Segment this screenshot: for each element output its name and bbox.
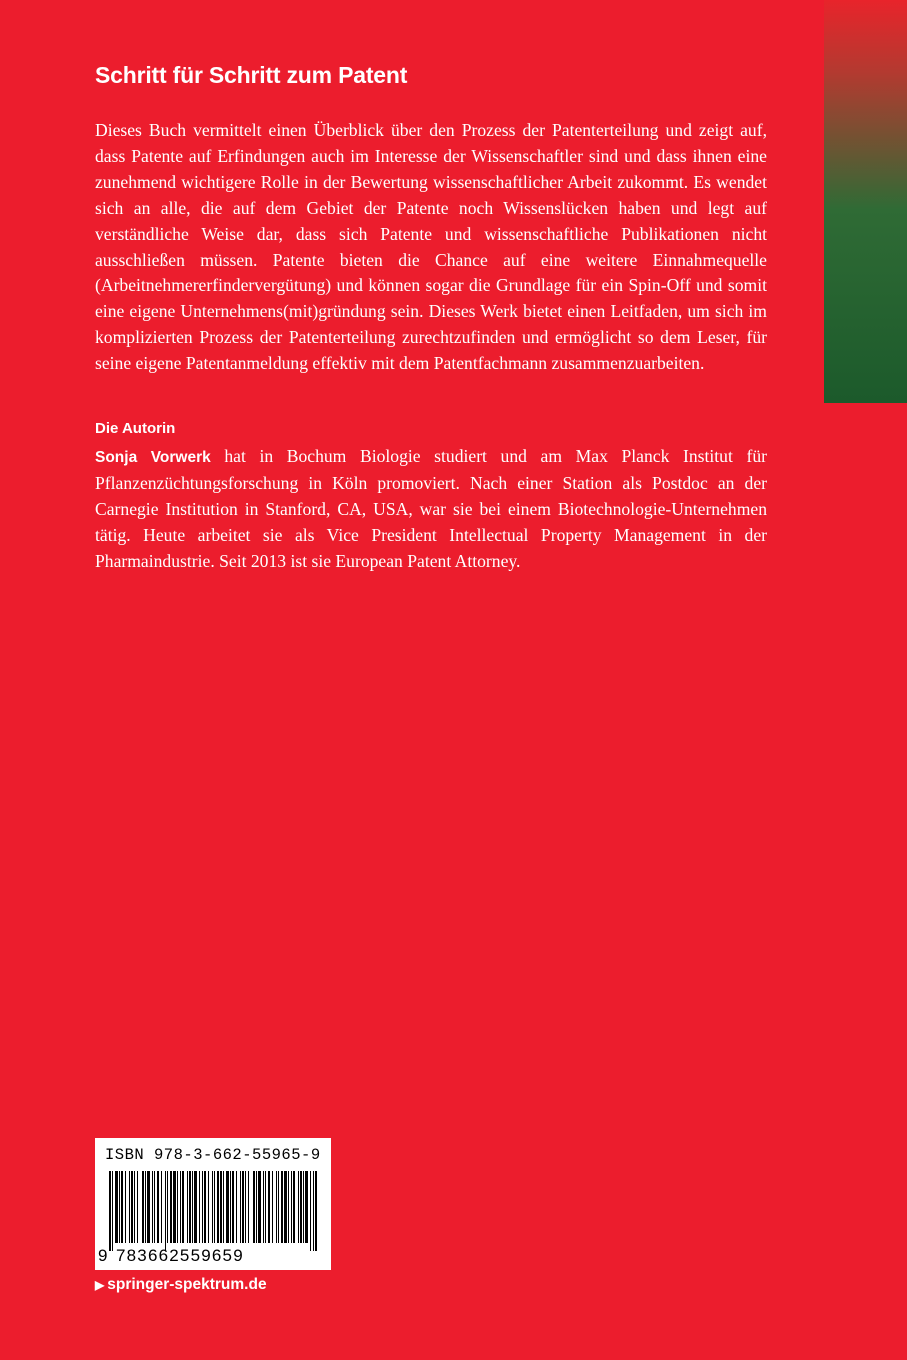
barcode-bar: [212, 1171, 213, 1243]
book-blurb: Dieses Buch vermittelt einen Überblick über den Prozess der Patenterteilung und zeigt auf, dass Patente auf Erfindungen auch im Interesse der Wissenschaftler sind und dass ihnen eine zunehmend wichtigere Rolle in der Bewertung wissenschaftlicher Arbeit zukommt. Es wendet sich an alle, die auf dem Gebiet der Patente noch Wissenslücken haben und legt auf verständliche Weise dar, dass sich Patente und wissenschaftliche Publikationen nicht ausschließen müssen. Patente bieten die Chance auf eine weitere Einnahmequelle (Arbeitnehmererfindervergütung) und können sogar die Grundlage für ein Spin-Off und somit eine eigene Unternehmens(mit)gründung sein. Dieses Werk bietet einen Leitfaden, um sich im komplizierten Prozess der Patenterteilung zurechtzufinden und ermöglicht so dem Leser, für seine eigene Patentanmeldung effektiv mit dem Patentfachmann zusammenzuarbeiten.: [95, 120, 767, 374]
green-accent-tab: [824, 0, 907, 403]
author-heading: Die Autorin: [95, 420, 176, 437]
publisher-url: springer-spektrum.de: [107, 1276, 267, 1293]
barcode-bar: [303, 1171, 304, 1243]
barcode-bar: [147, 1171, 150, 1243]
barcode-bar: [137, 1171, 138, 1243]
author-name: Sonja Vorwerk: [95, 449, 211, 466]
barcode-bar: [220, 1171, 222, 1243]
barcode-bar: [187, 1171, 188, 1243]
barcode-bar: [189, 1171, 191, 1243]
barcode-bar: [154, 1171, 155, 1243]
barcode-bar: [157, 1171, 159, 1243]
barcode-bar: [236, 1171, 237, 1243]
barcode-bar: [281, 1171, 283, 1243]
barcode-bar: [310, 1171, 311, 1251]
barcode-bar: [119, 1171, 120, 1243]
barcode-bar: [293, 1171, 295, 1243]
barcode-bar: [226, 1171, 229, 1243]
barcode-bar: [278, 1171, 279, 1243]
book-title: Schritt für Schritt zum Patent: [95, 62, 408, 88]
barcode-bar: [115, 1171, 118, 1243]
barcode-digits-rest: 783662559659: [116, 1246, 244, 1265]
barcode-bar: [258, 1171, 261, 1243]
barcode-bar: [182, 1171, 184, 1243]
arrow-right-icon: ▶: [95, 1278, 105, 1292]
barcode-bar: [152, 1171, 153, 1243]
barcode-bar: [214, 1171, 215, 1243]
barcode-bar: [199, 1171, 200, 1243]
barcode-bar: [263, 1171, 264, 1243]
barcode-bar: [109, 1171, 111, 1251]
barcode-bars: [109, 1171, 317, 1251]
barcode-bar: [165, 1171, 166, 1251]
barcode-bar: [129, 1171, 130, 1243]
barcode-bar: [223, 1171, 224, 1243]
barcode-bar: [268, 1171, 270, 1243]
barcode-bar: [240, 1171, 241, 1243]
isbn-label: ISBN 978-3-662-55965-9: [105, 1146, 321, 1164]
barcode-bar: [232, 1171, 234, 1243]
barcode-bar: [315, 1171, 317, 1251]
barcode-bar: [194, 1171, 197, 1243]
barcode-bar: [142, 1171, 144, 1243]
barcode-bar: [217, 1171, 219, 1243]
barcode-bar: [300, 1171, 302, 1243]
barcode-bar: [170, 1171, 172, 1243]
barcode-bar: [256, 1171, 257, 1243]
barcode-bar: [202, 1171, 203, 1243]
barcode-bar: [208, 1171, 209, 1243]
barcode-bar: [180, 1171, 181, 1243]
barcode-bar: [265, 1171, 266, 1243]
barcode-bar: [131, 1171, 133, 1243]
barcode-bar: [284, 1171, 287, 1243]
barcode-bar: [173, 1171, 176, 1243]
barcode-bar: [248, 1171, 249, 1243]
barcode-bar: [313, 1171, 314, 1251]
barcode-bar: [291, 1171, 292, 1243]
barcode-bar: [204, 1171, 206, 1243]
barcode-bar: [192, 1171, 193, 1243]
barcode-bar: [112, 1171, 113, 1251]
publisher-link[interactable]: [95, 1276, 267, 1294]
author-bio: [95, 444, 767, 575]
barcode-bar: [167, 1171, 168, 1243]
barcode-digit-first: 9: [98, 1246, 108, 1265]
barcode-bar: [253, 1171, 255, 1243]
barcode-bar: [276, 1171, 277, 1243]
barcode-bar: [145, 1171, 146, 1243]
barcode-bar: [134, 1171, 135, 1243]
barcode-bar: [298, 1171, 299, 1243]
author-bio-text: hat in Bochum Biologie studiert und am Max Planck Institut für Pflanzenzüchtungsforschung in Köln promoviert. Nach einer Station als Postdoc an der Carnegie Institution in Stanford, CA, USA, war sie bei einem Biotechnologie-Unternehmen tätig. Heute arbeitet sie als Vice President Intellectual Property Management in der Pharmaindustrie. Seit 2013 ist sie European Patent Attorney.: [95, 446, 767, 571]
isbn-barcode: [95, 1138, 331, 1270]
barcode-bar: [305, 1171, 308, 1243]
barcode-bar: [242, 1171, 244, 1243]
barcode-bar: [245, 1171, 246, 1243]
barcode-bar: [288, 1171, 289, 1243]
barcode-bar: [272, 1171, 273, 1243]
barcode-bar: [177, 1171, 178, 1243]
barcode-bar: [161, 1171, 162, 1243]
barcode-bar: [121, 1171, 123, 1243]
barcode-bar: [230, 1171, 231, 1243]
barcode-bar: [125, 1171, 126, 1243]
